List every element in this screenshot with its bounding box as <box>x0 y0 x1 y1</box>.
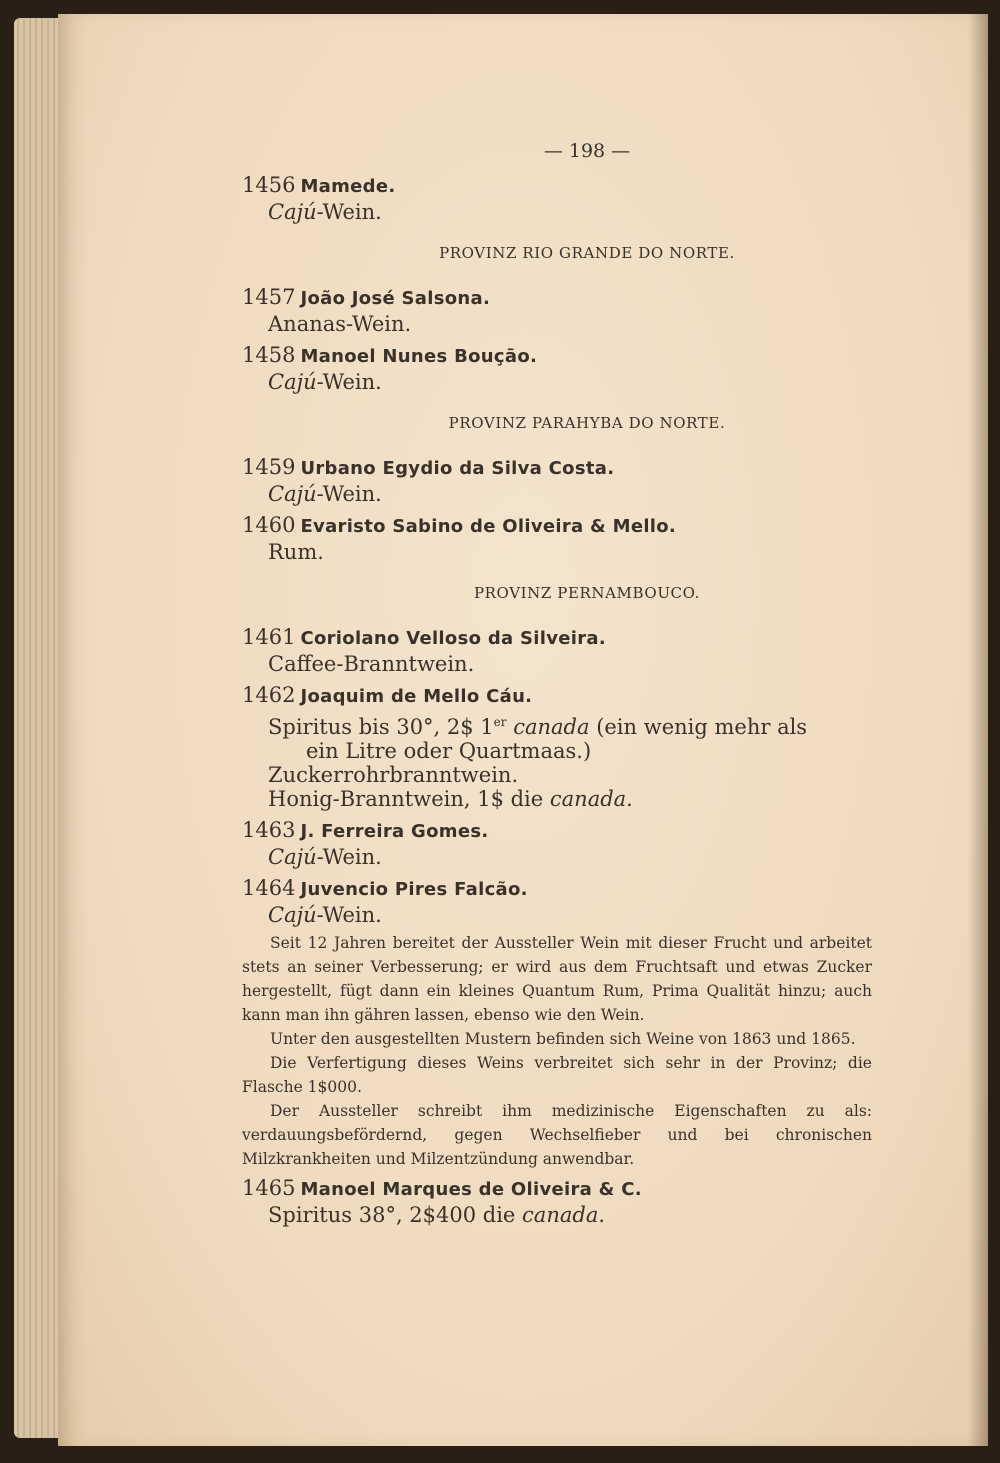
entry-1458 <box>242 342 872 394</box>
entry-number: 1457 <box>242 285 296 309</box>
product-line: Ananas-Wein. <box>268 312 412 336</box>
product-line: ein Litre oder Quartmaas.) <box>306 739 592 763</box>
entry-number: 1459 <box>242 455 296 479</box>
entry-number: 1462 <box>242 683 296 707</box>
page-number: — 198 — <box>543 140 631 162</box>
exhibitor-name: Juvencio Pires Falcão. <box>300 879 528 900</box>
entry-number: 1461 <box>242 625 296 649</box>
entry-number: 1465 <box>242 1176 296 1200</box>
province-heading-rio-grande: PROVINZ RIO GRANDE DO NORTE. <box>439 244 735 262</box>
product-line: Cajú-Wein. <box>268 482 382 506</box>
product-line: Honig-Branntwein, 1$ die canada. <box>268 787 633 811</box>
product-line: Zuckerrohrbranntwein. <box>268 763 519 787</box>
exhibitor-name: Manoel Marques de Oliveira & C. <box>300 1179 642 1200</box>
entry-number: 1463 <box>242 818 296 842</box>
product-line: Cajú-Wein. <box>268 845 382 869</box>
entry-1461 <box>242 624 872 676</box>
exhibitor-name: Mamede. <box>300 176 396 197</box>
product-line: Cajú-Wein. <box>268 200 382 224</box>
entry-1456 <box>242 172 872 224</box>
entry-1463 <box>242 817 872 869</box>
product-line: Rum. <box>268 540 324 564</box>
entry-1465 <box>242 1175 872 1227</box>
entry-1464 <box>242 875 872 927</box>
description-paragraph: Der Aussteller schreibt ihm medizinische Eigenschaften zu als: verdauungsbefördernd, gegen Wechselfieber und bei chronischen Milzkrankheiten und Milzentzündung anwendbar. <box>242 1102 872 1168</box>
province-heading-parahyba: PROVINZ PARAHYBA DO NORTE. <box>448 414 726 432</box>
exhibitor-name: Joaquim de Mello Cáu. <box>300 686 533 707</box>
description-paragraph: Unter den ausgestellten Mustern befinden sich Weine von 1863 und 1865. <box>270 1030 856 1048</box>
entry-1457 <box>242 284 872 336</box>
entry-1459 <box>242 454 872 506</box>
province-heading-pernambouco: PROVINZ PERNAMBOUCO. <box>473 584 701 602</box>
product-line: Cajú-Wein. <box>268 903 382 927</box>
description-block <box>242 931 872 1171</box>
product-line: Spiritus bis 30°, 2$ 1er canada (ein wenig mehr als <box>268 715 808 739</box>
exhibitor-name: Manoel Nunes Bouçāo. <box>300 346 538 367</box>
entry-1460 <box>242 512 872 564</box>
entry-1462 <box>242 682 872 811</box>
page-content <box>242 140 872 1227</box>
entry-number: 1460 <box>242 513 296 537</box>
product-line: Spiritus 38°, 2$400 die canada. <box>268 1203 606 1227</box>
description-paragraph: Seit 12 Jahren bereitet der Aussteller Wein mit dieser Frucht und arbeitet stets an seiner Verbesserung; er wird aus dem Fruchtsaft und etwas Zucker hergestellt, fügt dann ein kleines Quantum Rum, Prima Qualität hinzu; auch kann man ihn gähren lassen, ebenso wie den Wein. <box>242 934 872 1024</box>
exhibitor-name: João José Salsona. <box>300 288 491 309</box>
entry-number: 1464 <box>242 876 296 900</box>
exhibitor-name: J. Ferreira Gomes. <box>300 821 489 842</box>
entry-number: 1458 <box>242 343 296 367</box>
exhibitor-name: Coriolano Velloso da Silveira. <box>300 628 606 649</box>
exhibitor-name: Urbano Egydio da Silva Costa. <box>300 458 615 479</box>
entry-number: 1456 <box>242 173 296 197</box>
description-paragraph: Die Verfertigung dieses Weins verbreitet sich sehr in der Provinz; die Flasche 1$000. <box>242 1054 872 1096</box>
product-line: Cajú-Wein. <box>268 370 382 394</box>
page-gutter <box>968 14 988 1446</box>
product-line: Caffee-Branntwein. <box>268 652 475 676</box>
exhibitor-name: Evaristo Sabino de Oliveira & Mello. <box>300 516 677 537</box>
